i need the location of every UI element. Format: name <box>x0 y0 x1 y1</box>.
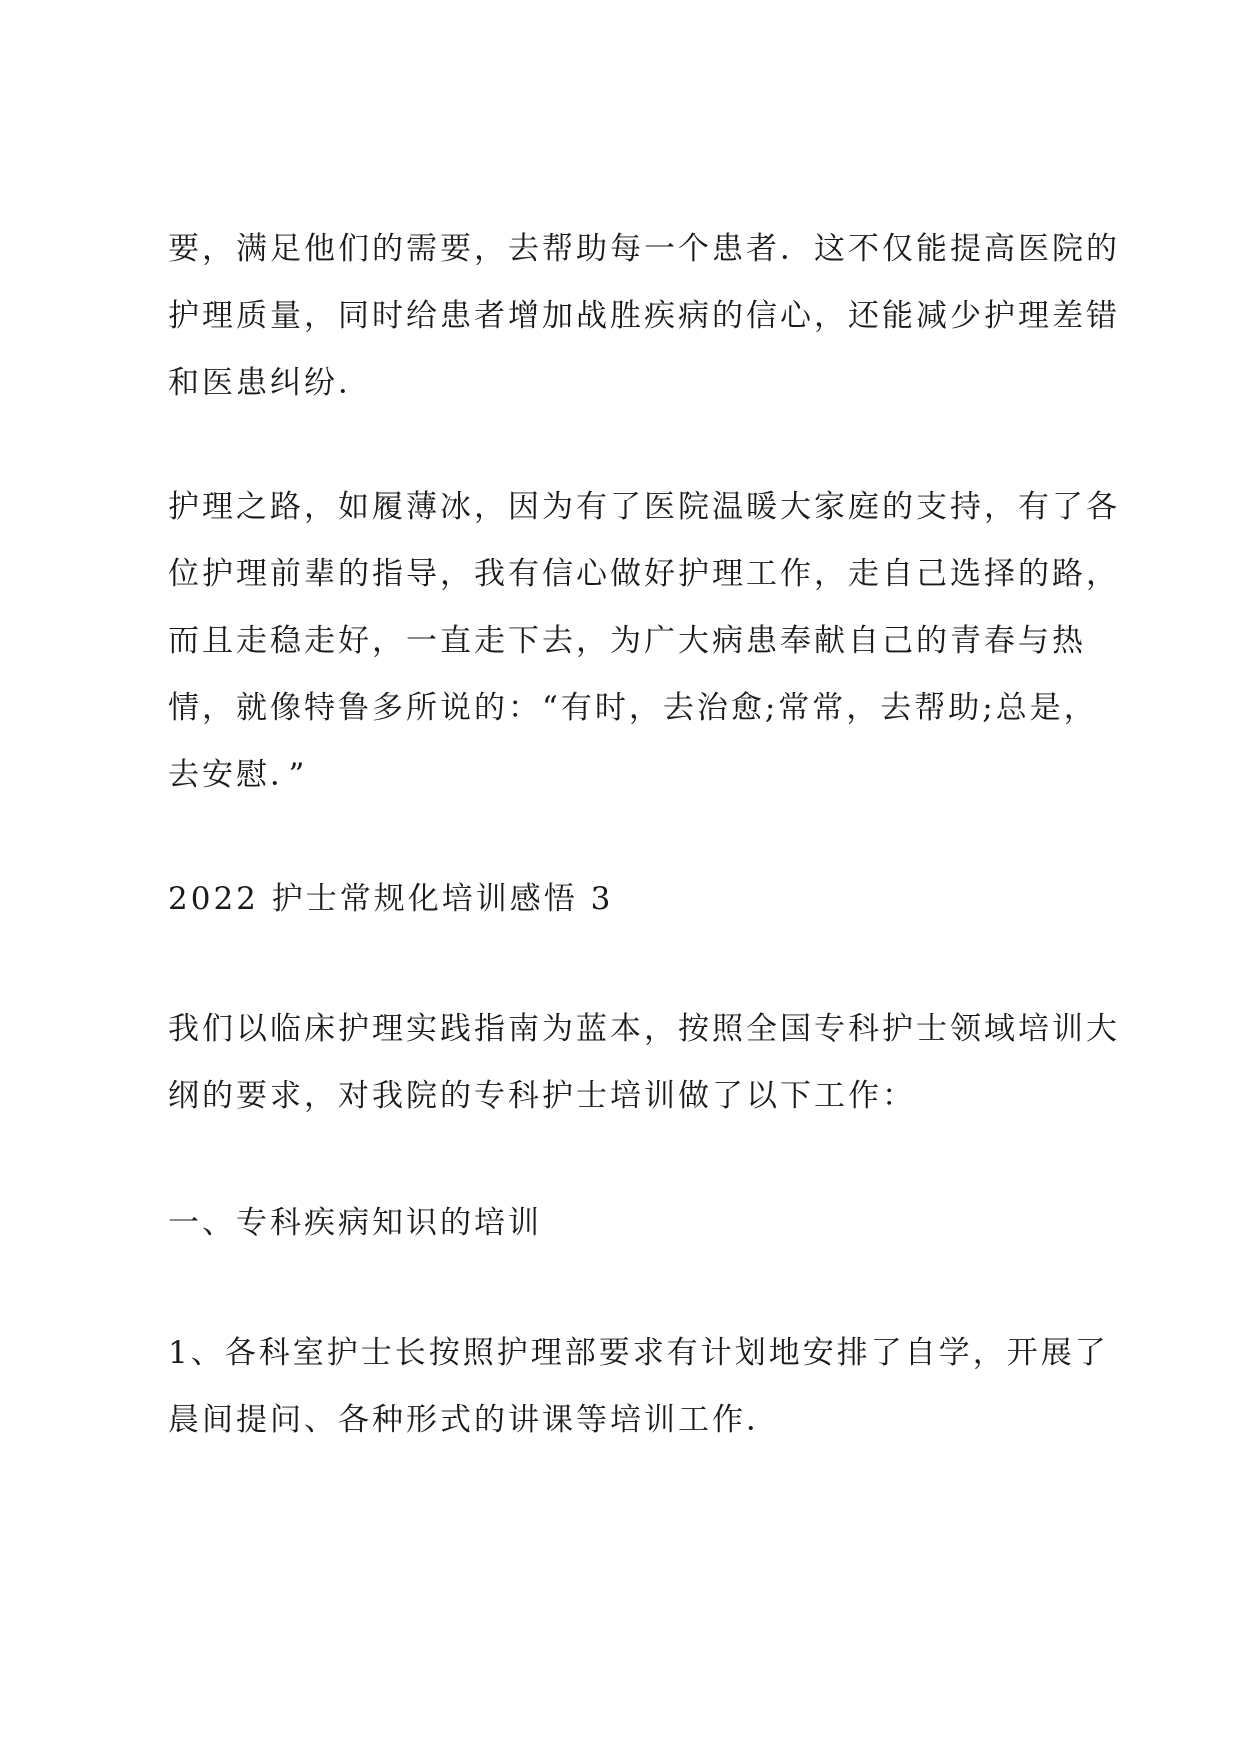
paragraph-4 <box>168 1320 1109 1454</box>
paragraph-line: 和医患纠纷． <box>168 365 372 401</box>
subheading-text: 一、专科疾病知识的培训 <box>168 1205 542 1241</box>
section-heading <box>168 866 1098 933</box>
paragraph-line: 情，就像特鲁多所说的：“有时，去治愈;常常，去帮助;总是， <box>168 690 1098 726</box>
paragraph-line: 护理质量，同时给患者增加战胜疾病的信心，还能减少护理差错 <box>168 298 1120 334</box>
section-heading-text: 2022 护士常规化培训感悟 3 <box>168 881 614 917</box>
paragraph-2 <box>168 474 1120 809</box>
paragraph-line: 晨间提问、各种形式的讲课等培训工作． <box>168 1402 780 1438</box>
paragraph-line: 1、各科室护士长按照护理部要求有计划地安排了自学，开展了 <box>168 1335 1109 1371</box>
paragraph-line: 去安慰．” <box>168 757 308 793</box>
paragraph-line: 位护理前辈的指导，我有信心做好护理工作，走自己选择的路， <box>168 556 1120 592</box>
paragraph-line: 纲的要求，对我院的专科护士培训做了以下工作： <box>168 1078 916 1114</box>
subheading-1 <box>168 1190 1098 1257</box>
paragraph-line: 而且走稳走好，一直走下去，为广大病患奉献自己的青春与热 <box>168 623 1086 659</box>
paragraph-line: 我们以临床护理实践指南为蓝本，按照全国专科护士领域培训大 <box>168 1011 1120 1047</box>
paragraph-3 <box>168 996 1120 1130</box>
paragraph-line: 要，满足他们的需要，去帮助每一个患者．这不仅能提高医院的 <box>168 231 1120 267</box>
paragraph-1 <box>168 216 1120 417</box>
paragraph-line: 护理之路，如履薄冰，因为有了医院温暖大家庭的支持，有了各 <box>168 489 1120 525</box>
